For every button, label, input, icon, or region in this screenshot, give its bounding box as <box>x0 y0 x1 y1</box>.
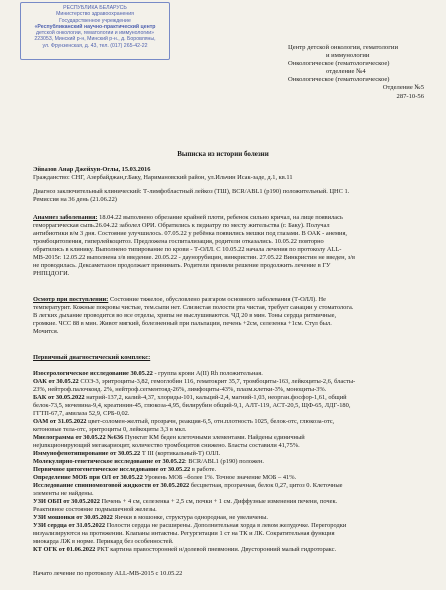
exam-line: Мочится. <box>33 328 59 335</box>
primary-heading: Первичный диагностический комплекс: <box>33 354 151 361</box>
patient-name: Эйвазов Анар Джейхун-Оглы, 15.03.2016 <box>33 166 151 173</box>
primary-line: Определение МОБ при ОЛ от 30.05.22 Уровень МОБ –более 1%. Точное значение МОБ – 41%. <box>33 474 297 481</box>
primary-line: Реактивное состояние подмышечной железы. <box>33 506 157 513</box>
diagnosis-line: Диагноз заключительный клинический: Т-лимфобластный лейкоз (ТШ), BCR/ABL1 (p190) положительный. ЦНС 1. <box>33 188 350 195</box>
anamnesis-line: 18.04.22 выполнено обрезание крайней плоти, ребенок сильно кричал, на лице появилась <box>99 214 343 221</box>
anamnesis-first-line <box>33 214 433 222</box>
primary-line: белок-73,5, мочевина-9,4, креатинин-45, глюкоза-4,95, билирубин общий-9,1, АЛТ-119, АСТ-20,5, ЩФ-65, ЛДГ-180, <box>33 402 351 409</box>
stamp-line: Государственное учреждение <box>59 17 131 24</box>
exam-line: температурит. Кожные покровы чистые, тем.сыпи нет. Слизистая полости рта чистая, требует санации у стоматолога. <box>33 304 354 311</box>
diagnosis-line: Ремиссия на 36 день (21.06.22) <box>33 196 117 203</box>
header-line: Онкологическое (гематологическое) <box>288 76 390 84</box>
anamnesis-line: антибиотики в/м 3 дня. Состояние улучшилось. 07.05.22 у ребёнка появились мешки под глазами. В ОАК - анемия, <box>33 230 347 237</box>
stamp-line: РЕСПУБЛИКА БЕЛАРУСЬ <box>63 5 127 11</box>
anamnesis-line: РНПЦДОГИ. <box>33 270 70 277</box>
primary-line: ОАМ от 31.05.2022 цвет-соломен-желтый, прозрачн, реакция-6,5, отн.плотность 1025, белок-отс, глюкоза-отс, <box>33 418 335 425</box>
primary-line: УЗИ мошонки от 30.05.2022 Яички в мошонке, структура однородная, не увеличены. <box>33 514 268 521</box>
exam-line: Состояние тяжелое, обусловлено разгаром основного заболевания (Т-ОЛЛ). Не <box>109 296 326 303</box>
header-line: отделение №4 <box>326 68 366 76</box>
primary-line: элементы не найдены. <box>33 490 94 497</box>
primary-line: Молекулярно-генетическое исследование от 30.05.22: BCR/ABL1 (p190) положен. <box>33 458 265 465</box>
anamnesis-line: обратились в клинику. Выполнено типирование по крови - Т-ОЛЛ. С 10.05.22 начала лечения по протоколу ALL- <box>33 246 342 253</box>
primary-line: Первичное цитогенетическое исследование от 30.05.22 в работе. <box>33 466 217 473</box>
primary-line: УЗИ сердца от 31.05.2022 Полости сердца не расширены. Дополнительная хорда в левом желудочке. Перегородки <box>33 522 347 529</box>
primary-line: КТ ОГК от 01.06.2022 РКТ картина правосторонней н/долевой пневмонии. Двусторонний малый гидроторакс. <box>33 546 337 553</box>
stamp-line: 223053, Минский р-н, Минский р-н., д. Боровляны, <box>34 36 156 43</box>
primary-line: 23%, нейтроф.палочкояд. 2%, нейтроф.сегментояд-26%, лимфоциты-43%, плазм.клетки-3%, моноциты-3%. <box>33 386 327 393</box>
stamp-line: Министерство здравоохранения <box>56 11 134 18</box>
primary-line: ГГТП-67,7, амилаза 52,9, СРБ-0,02. <box>33 410 130 417</box>
stamp-line: детской онкологии, гематологии и иммунологии» <box>36 30 154 37</box>
primary-line: УЗИ ОБП от 30.05.2022 Печень + 4 см, селезенка + 2,5 см, почки + 1 см. Диффузные изменения печени, почек. <box>33 498 338 505</box>
primary-line: Исследование спинномозговой жидкости от 30.05.2022 бесцветная, прозрачная, белок 0,27, цитоз 0. Клеточные <box>33 482 343 489</box>
document-title: Выписка из истории болезни <box>177 150 269 158</box>
exam-line: В легких дыхание проводится во все отделы, хрипы не выслушиваются. ЧД 20 в мин. Тоны сердца ритмичные, <box>33 312 337 319</box>
primary-line: визуализируются на протяжении. Клапаны интактны. Регургитации 1 ст на ТК и ЛК. Сократительная функция <box>33 530 335 537</box>
stamp-line: ул. Фрунзенская, д. 43, тел. (017) 265-42-22 <box>42 42 148 49</box>
primary-line: неjunкционирующий мегакариоцит, количество тромбоцитов снижено. Бласты составили 41,75%. <box>33 442 300 449</box>
header-line: Центр детской онкологии, гематологии <box>288 44 398 51</box>
anamnesis-line: геморрагическая сыпь.26.04.22 заболел ОРИ. Обратились к педиатру по месту жительства (г. Баку). Получал <box>33 222 330 229</box>
anamnesis-line: MB-2015г. 12.05.22 выполнена з/в введение. 20.05.22 - даунорубицин, винкристин. 27.05.22 Винкристин не введен, з/в <box>33 254 356 261</box>
primary-line: ОАК от 30.05.22 СОЭ-3, эритроциты-3,82, гемоглобин 116, гематокрит 35,7, тромбоциты-163, лейкоциты-2,6, бласты- <box>33 378 356 385</box>
primary-line: кетоновые тела-отс, эритроциты 0, лейкоциты 3,3 в мкл. <box>33 426 187 433</box>
anamnesis-heading: Анамнез заболевания: <box>33 214 98 221</box>
primary-line: Миелограмма от 30.05.22 №636 Пунктат КМ беден клеточными элементами. Найдены единичный <box>33 434 305 441</box>
primary-line: БАК от 30.05.2022 натрий-137,2, калий-4,37, хлориды-101, кальций-2,4, магний-1,03, неорган.фосфор-1,61, общий <box>33 394 347 401</box>
primary-line: Изосерологическое исследование 30.05.22 - группа крови А(II) Rh положительная. <box>33 370 263 377</box>
anamnesis-line: тромбоцитопения, гиперлейкоцитоз. Предложена госпитализация, родители отказались. 10.05.22 повторно <box>33 238 324 245</box>
patient-address: Гражданство: СНГ, Азербайджан,г.Баку, Наримановский район, ул.Ильчин Исак-заде, д.1, кв.11 <box>33 174 293 181</box>
header-line: Онкологическое (гематологическое) <box>288 60 390 68</box>
institution-stamp <box>20 2 170 60</box>
treatment-start-note: Начато лечение по протоколу ALL-MB-2015 с 10.05.22 <box>33 570 183 577</box>
anamnesis-line: не проводилась. Дексаметазон продолжает принимать. Родители приняли решение продолжить лечение в ГУ <box>33 262 331 269</box>
exam-first-line <box>33 296 433 304</box>
header-line: 287-10-56 <box>396 92 424 100</box>
header-line: Отделение №5 <box>382 84 424 92</box>
stamp-line: «Республиканский научно-практический центр <box>34 23 156 30</box>
primary-line: миокарда ЛЖ в норме. Перикард без особенностей. <box>33 538 174 545</box>
department-header <box>288 44 438 101</box>
header-line: и иммунологии <box>326 52 370 60</box>
primary-line: Иммунофенотипирование от 30.05.22 Т III (кортикальный-Т) ОЛЛ. <box>33 450 221 457</box>
exam-line: громкие. ЧСС 88 в мин. Живот мягкий, болезненный при пальпации, печень +2см, селезенка +1см. Стул был. <box>33 320 332 327</box>
exam-heading: Осмотр при поступлении: <box>33 296 109 303</box>
